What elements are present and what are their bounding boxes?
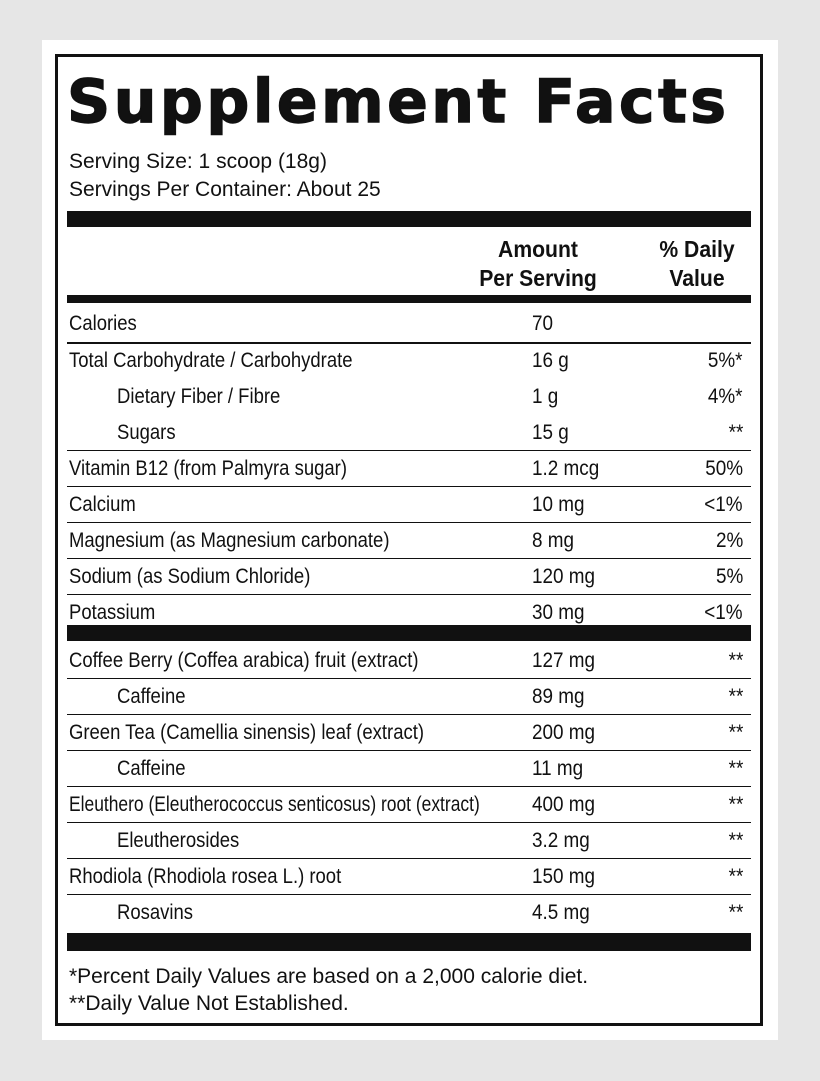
nutrient-name: Vitamin B12 (from Palmyra sugar) bbox=[69, 457, 347, 480]
ingredient-amount: 89 mg bbox=[532, 685, 585, 708]
nutrient-amount: 120 mg bbox=[532, 565, 596, 588]
servings-per-container: Servings Per Container: About 25 bbox=[69, 178, 381, 201]
table-row bbox=[67, 487, 751, 523]
nutrient-dv: 50% bbox=[705, 457, 743, 480]
table-row bbox=[67, 379, 751, 415]
ingredient-amount: 400 mg bbox=[532, 793, 596, 816]
nutrient-name: Sugars bbox=[117, 421, 176, 444]
ingredient-dv: ** bbox=[728, 649, 743, 672]
table-row bbox=[67, 643, 751, 679]
nutrient-name: Calcium bbox=[69, 493, 136, 516]
table-row bbox=[67, 343, 751, 379]
ingredient-amount: 150 mg bbox=[532, 865, 596, 888]
ingredient-dv: ** bbox=[728, 793, 743, 816]
ingredient-amount: 3.2 mg bbox=[532, 829, 590, 852]
nutrient-amount: 8 mg bbox=[532, 529, 575, 552]
nutrient-amount: 1.2 mcg bbox=[532, 457, 600, 480]
ingredient-name: Eleuthero (Eleutherococcus senticosus) root (extract) bbox=[69, 793, 480, 816]
footnote-not-established: **Daily Value Not Established. bbox=[69, 992, 349, 1015]
nutrient-name: Potassium bbox=[69, 601, 156, 624]
table-row bbox=[67, 895, 751, 931]
ingredient-dv: ** bbox=[728, 721, 743, 744]
table-row bbox=[67, 859, 751, 895]
serving-size: Serving Size: 1 scoop (18g) bbox=[69, 150, 327, 173]
nutrient-amount: 1 g bbox=[532, 385, 559, 408]
table-row bbox=[67, 823, 751, 859]
nutrient-name: Magnesium (as Magnesium carbonate) bbox=[69, 529, 390, 552]
table-row bbox=[67, 523, 751, 559]
ingredient-dv: ** bbox=[728, 685, 743, 708]
nutrient-amount: 10 mg bbox=[532, 493, 585, 516]
ingredient-name: Coffee Berry (Coffea arabica) fruit (extract) bbox=[69, 649, 419, 672]
table-row bbox=[67, 306, 751, 342]
ingredient-dv: ** bbox=[728, 757, 743, 780]
nutrient-dv: 4%* bbox=[708, 385, 743, 408]
amount-header-line1: Amount bbox=[498, 236, 578, 262]
ingredient-name: Green Tea (Camellia sinensis) leaf (extract) bbox=[69, 721, 425, 744]
ingredient-name: Eleutherosides bbox=[117, 829, 240, 852]
table-row bbox=[67, 679, 751, 715]
nutrient-name: Calories bbox=[69, 312, 137, 335]
table-row bbox=[67, 415, 751, 451]
dv-header-line2: Value bbox=[669, 265, 725, 291]
nutrient-dv: 2% bbox=[715, 529, 743, 552]
ingredient-dv: ** bbox=[728, 901, 743, 924]
table-row bbox=[67, 787, 751, 823]
table-row bbox=[67, 451, 751, 487]
dv-header-line1: % Daily bbox=[659, 236, 735, 262]
ingredient-name: Rosavins bbox=[117, 901, 194, 924]
ingredient-name: Rhodiola (Rhodiola rosea L.) root bbox=[69, 865, 342, 888]
nutrient-dv: 5% bbox=[715, 565, 743, 588]
nutrient-dv: <1% bbox=[704, 601, 743, 624]
ingredient-name: Caffeine bbox=[117, 757, 186, 780]
table-row bbox=[67, 559, 751, 595]
nutrient-amount: 70 bbox=[532, 312, 554, 335]
amount-header bbox=[460, 235, 616, 293]
daily-value-header bbox=[642, 235, 752, 293]
ingredient-dv: ** bbox=[728, 829, 743, 852]
panel-title: Supplement Facts bbox=[67, 67, 730, 137]
ingredient-name: Caffeine bbox=[117, 685, 186, 708]
nutrient-amount: 30 mg bbox=[532, 601, 585, 624]
nutrient-amount: 16 g bbox=[532, 349, 569, 372]
footnote-percent-dv: *Percent Daily Values are based on a 2,000 calorie diet. bbox=[69, 965, 589, 988]
thick-divider-top bbox=[67, 211, 751, 227]
supplement-facts-panel bbox=[55, 54, 763, 1026]
nutrient-dv: <1% bbox=[704, 493, 743, 516]
amount-header-line2: Per Serving bbox=[479, 265, 597, 291]
table-row bbox=[67, 751, 751, 787]
ingredient-dv: ** bbox=[728, 865, 743, 888]
nutrient-name: Total Carbohydrate / Carbohydrate bbox=[69, 349, 353, 372]
table-row bbox=[67, 715, 751, 751]
nutrient-name: Sodium (as Sodium Chloride) bbox=[69, 565, 311, 588]
thick-divider-middle bbox=[67, 625, 751, 641]
nutrient-dv: ** bbox=[728, 421, 743, 444]
nutrient-dv: 5%* bbox=[708, 349, 743, 372]
ingredient-amount: 11 mg bbox=[532, 757, 584, 780]
ingredient-amount: 200 mg bbox=[532, 721, 596, 744]
ingredient-amount: 4.5 mg bbox=[532, 901, 590, 924]
nutrient-amount: 15 g bbox=[532, 421, 569, 444]
ingredient-amount: 127 mg bbox=[532, 649, 596, 672]
thick-divider-bottom bbox=[67, 933, 751, 951]
header-divider bbox=[67, 295, 751, 303]
nutrient-name: Dietary Fiber / Fibre bbox=[117, 385, 281, 408]
